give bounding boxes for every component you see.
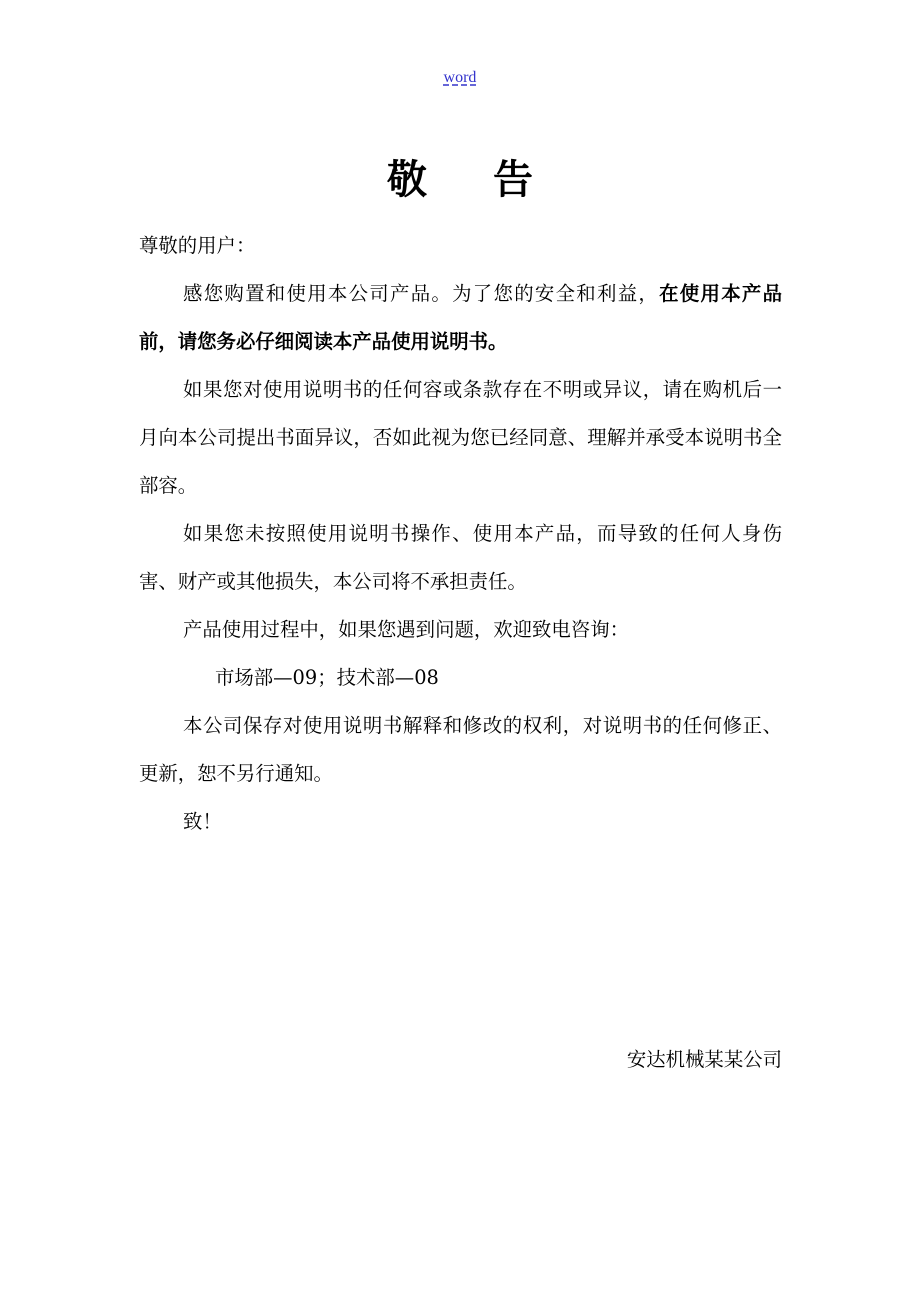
paragraph-purchase-thanks-text: 感您购置和使用本公司产品。为了您的安全和利益， [183,282,660,305]
paragraph-purchase-thanks [139,270,782,366]
contact-numbers: 市场部—09；技术部—08 [215,666,439,689]
title-char-1: 敬 [387,157,427,203]
paragraph-rights: 本公司保存对使用说明书解释和修改的权利，对说明书的任何修正、更新，恕不另行通知。 [139,714,782,785]
paragraph-contact-intro: 产品使用过程中，如果您遇到问题，欢迎致电咨询： [183,618,629,641]
notice-body [139,222,782,846]
paragraph-read-manual-emphasis: 在使用本产品前，请您务必仔细阅读本产品使用说明书。 [139,282,783,353]
paragraph-objection: 如果您对使用说明书的任何容或条款存在不明或异议，请在购机后一月向本公司提出书面异议，否如此视为您已经同意、理解并承受本说明书全部容。 [139,378,782,497]
title-char-2: 告 [493,157,533,203]
header-word-link-container [0,68,920,88]
page-title [0,152,920,208]
paragraph-liability: 如果您未按照使用说明书操作、使用本产品，而导致的任何人身伤害、财产或其他损失，本公司将不承担责任。 [139,522,782,593]
header-word-link[interactable]: word [443,69,477,86]
company-signature: 安达机械某某公司 [626,1048,782,1071]
closing: 致！ [183,810,222,833]
salutation: 尊敬的用户： [139,234,256,257]
